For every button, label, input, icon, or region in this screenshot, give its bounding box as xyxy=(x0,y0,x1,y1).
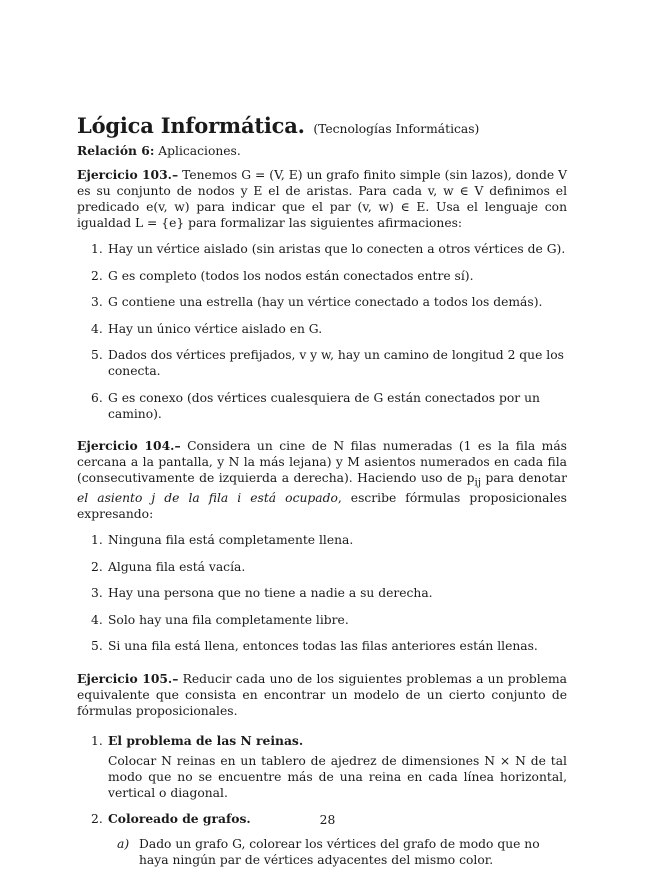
exercise-104-subscript: ij xyxy=(474,476,482,489)
item-text: G es completo (todos los nodos están conectados entre sí). xyxy=(108,268,474,283)
sub-item-letter: a) xyxy=(117,837,130,852)
item-text: Ninguna fila está completamente llena. xyxy=(108,533,354,548)
exercise-105 xyxy=(77,671,567,719)
list-item xyxy=(77,321,567,337)
list-item xyxy=(77,241,567,257)
relacion-label: Relación 6: xyxy=(77,143,155,158)
item-description: Colocar N reinas en un tablero de ajedrez de dimensiones N × N de tal modo que no se encuentre más de una reina en cada línea horizontal, vertical o diagonal. xyxy=(108,753,567,800)
document-title xyxy=(77,113,567,141)
list-item-queens xyxy=(77,733,567,801)
sub-list-item xyxy=(108,836,567,868)
item-number: 3. xyxy=(91,295,103,309)
item-number: 4. xyxy=(91,612,103,627)
item-number: 5. xyxy=(91,639,103,654)
exercise-104 xyxy=(77,438,567,522)
exercise-103-list xyxy=(77,241,567,422)
list-item xyxy=(77,559,567,575)
relacion-text: Aplicaciones. xyxy=(158,144,241,158)
item-text: Hay un vértice aislado (sin aristas que lo conecten a otros vértices de G). xyxy=(108,242,566,256)
exercise-104-text-c: , escribe fórmulas proposicionales expresando: xyxy=(77,491,567,522)
item-number: 2. xyxy=(91,559,103,574)
item-text: Hay una persona que no tiene a nadie a su derecha. xyxy=(108,586,433,601)
item-number: 4. xyxy=(91,321,103,336)
exercise-104-label: Ejercicio 104.– xyxy=(77,438,181,453)
list-item xyxy=(77,294,567,310)
item-text: Alguna fila está vacía. xyxy=(108,559,246,574)
sub-item-text: Dado un grafo G, colorear los vértices del grafo de modo que no haya ningún par de vértices adyacentes del mismo color. xyxy=(139,837,540,868)
exercise-103-text: Tenemos G = (V, E) un grafo finito simple (sin lazos), donde V es su conjunto de nodos y E el de aristas. Para cada v, w ∈ V definimos el predicado e(v, w) para indicar que el par (v, w) ∈ E. Usa el lenguaje con igualdad L = {e} para formalizar las siguientes afirmaciones: xyxy=(77,168,567,230)
page-number: 28 xyxy=(319,813,336,827)
item-number: 2. xyxy=(91,812,103,827)
item-title: El problema de las N reinas. xyxy=(108,732,304,748)
exercise-105-text: Reducir cada uno de los siguientes problemas a un problema equivalente que consista en encontrar un modelo de un cierto conjunto de fórmulas proposicionales. xyxy=(77,671,567,718)
exercise-105-list xyxy=(77,733,567,869)
exercise-103-label: Ejercicio 103.– xyxy=(77,167,179,182)
item-text: Solo hay una fila completamente libre. xyxy=(108,612,349,627)
exercise-104-text-b: para denotar xyxy=(481,471,567,485)
item-number: 3. xyxy=(91,586,103,601)
coloring-sublist xyxy=(108,836,567,868)
exercise-104-italic: el asiento j de la fila i está ocupado xyxy=(77,491,338,506)
exercise-103 xyxy=(77,167,567,231)
relacion-line xyxy=(77,143,567,159)
item-text: G es conexo (dos vértices cualesquiera de G están conectados por un camino). xyxy=(108,390,540,421)
item-number: 2. xyxy=(91,268,103,283)
list-item xyxy=(77,268,567,284)
exercise-104-list xyxy=(77,532,567,654)
list-item xyxy=(77,585,567,601)
item-number: 1. xyxy=(91,733,103,748)
item-number: 1. xyxy=(91,242,103,256)
title-main: Lógica Informática. xyxy=(77,113,305,138)
item-title: Coloreado de grafos. xyxy=(108,811,251,827)
item-number: 5. xyxy=(91,348,103,362)
list-item xyxy=(77,532,567,548)
list-item xyxy=(77,612,567,628)
item-text: Hay un único vértice aislado en G. xyxy=(108,321,323,336)
list-item xyxy=(77,390,567,422)
list-item xyxy=(77,638,567,654)
item-number: 6. xyxy=(91,390,103,405)
item-text: Dados dos vértices prefijados, v y w, hay un camino de longitud 2 que los conecta. xyxy=(108,348,564,378)
title-subtitle: (Tecnologías Informáticas) xyxy=(313,122,480,136)
item-text: G contiene una estrella (hay un vértice conectado a todos los demás). xyxy=(108,295,543,309)
document-page xyxy=(77,113,567,879)
item-text: Si una fila está llena, entonces todas las filas anteriores están llenas. xyxy=(108,639,538,654)
item-number: 1. xyxy=(91,533,103,548)
exercise-104-text-a: Considera un cine de N filas numeradas (1 es la fila más cercana a la pantalla, y N la más lejana) y M asientos numerados en cada fila (consecutivamente de izquierda a derecha). Haciendo uso de p xyxy=(77,439,567,485)
list-item xyxy=(77,347,567,379)
exercise-105-label: Ejercicio 105.– xyxy=(77,670,179,686)
